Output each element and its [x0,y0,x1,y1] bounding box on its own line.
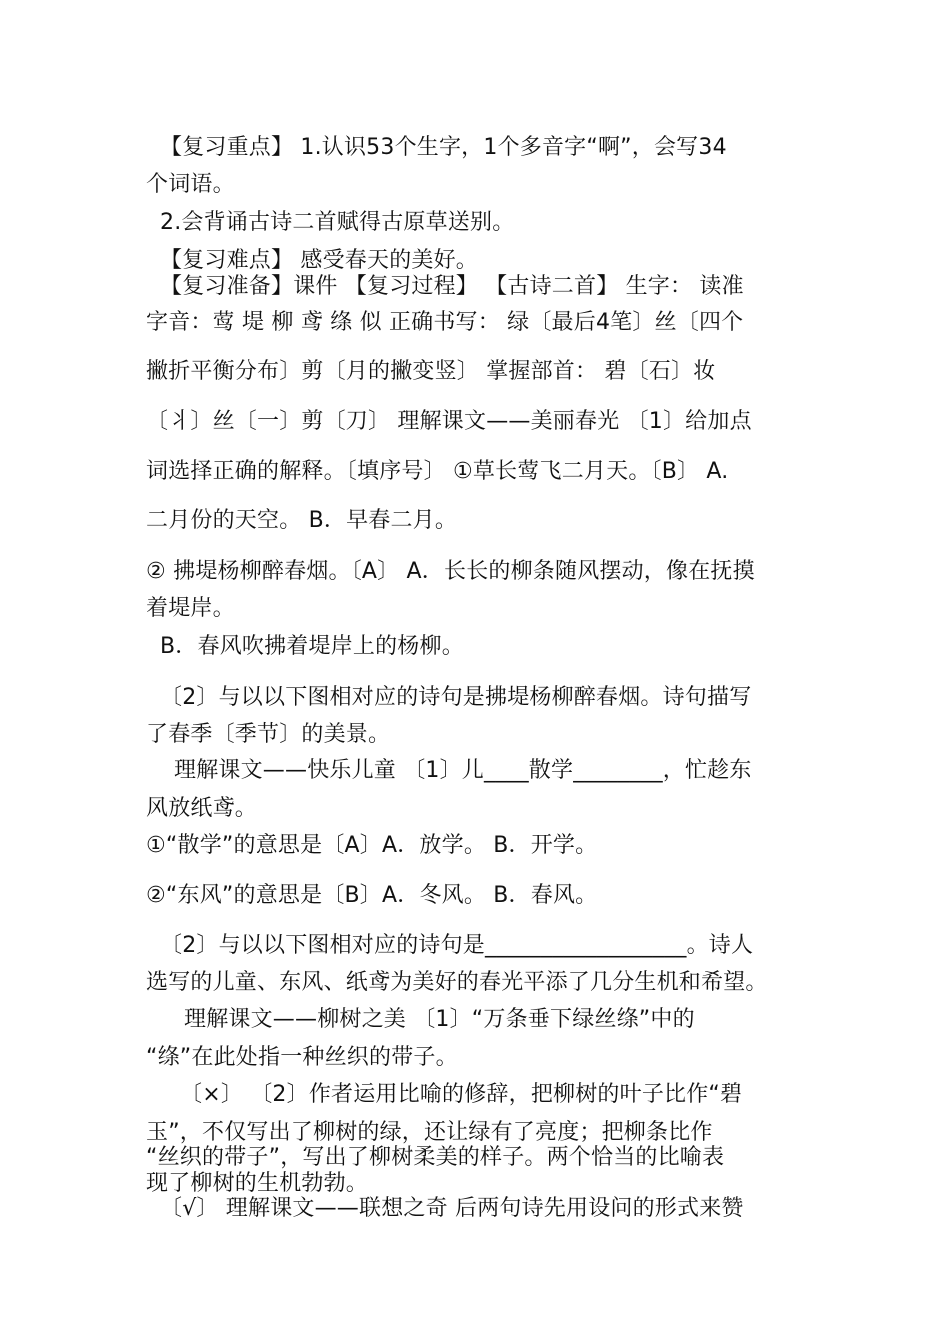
line-review-focus: 【复习重点】 1.认识53个生字，1个多音字“啊”，会写34 [160,135,727,160]
line-question-1: 词选择正确的解释。〔填序号〕 ①草长莺飞二月天。〔B〕 A. [146,459,729,484]
line-picture-question-2: 〔2〕与以以下图相对应的诗句是__________________。诗人 [160,933,754,958]
line-sanxue-meaning: ①“散学”的意思是〔A〕A．放学。 B．开学。 [146,833,598,858]
line-poem-recite: 2.会背诵古诗二首赋得古原草送别。 [160,210,515,235]
line-question-2-cont: 着堤岸。 [146,596,235,621]
line-strokes: 撇折平衡分布〕剪〔月的撇变竖〕 掌握部首： 碧〔石〕妆 [146,359,716,384]
line-imagination: 〔√〕 理解课文——联想之奇 后两句诗先用设问的形式来赞 [160,1196,744,1221]
line-radicals: 〔丬〕丝〔一〕剪〔刀〕 理解课文——美丽春光 〔1〕给加点 [146,409,752,434]
line-pronunciation: 字音：莺 堤 柳 鸢 绦 似 正确书写： 绿〔最后4笔〕丝〔四个 [146,310,744,335]
line-review-difficulty: 【复习难点】 感受春天的美好。 [160,248,478,273]
line-review-focus-cont: 个词语。 [146,172,235,197]
line-picture-question-1-cont: 了春季〔季节〕的美景。 [146,722,391,747]
line-willow-beauty: 理解课文——柳树之美 〔1〕“万条垂下绿丝绦”中的 [184,1007,695,1032]
line-picture-question-2-cont: 选写的儿童、东风、纸鸢为美好的春光平添了几分生机和希望。 [146,970,768,995]
line-review-prep: 【复习准备】课件 【复习过程】 【古诗二首】 生字： 读准 [160,274,744,299]
line-metaphor-cont-2: “丝织的带子”，写出了柳树柔美的样子。两个恰当的比喻表 [146,1145,725,1170]
line-picture-question-1: 〔2〕与以以下图相对应的诗句是拂堤杨柳醉春烟。诗句描写 [160,685,752,710]
line-happy-children: 理解课文——快乐儿童 〔1〕儿____散学________，忙趁东 [174,758,752,783]
line-option-2: B．春风吹拂着堤岸上的杨柳。 [160,634,464,659]
line-metaphor-question: 〔×〕 〔2〕作者运用比喻的修辞，把柳树的叶子比作“碧 [180,1082,743,1107]
line-metaphor-cont-3: 现了柳树的生机勃勃。 [146,1171,369,1196]
line-question-2: ② 拂堤杨柳醉春烟。〔A〕 A．长长的柳条随风摆动，像在抚摸 [146,559,755,584]
line-happy-children-cont: 风放纸鸢。 [146,796,258,821]
line-metaphor-cont-1: 玉”，不仅写出了柳树的绿，还让绿有了亮度；把柳条比作 [146,1120,713,1145]
line-willow-beauty-cont: “绦”在此处指一种丝织的带子。 [146,1045,458,1070]
line-option-1: 二月份的天空。 B．早春二月。 [146,508,458,533]
line-dongfeng-meaning: ②“东风”的意思是〔B〕A．冬风。 B．春风。 [146,883,598,908]
